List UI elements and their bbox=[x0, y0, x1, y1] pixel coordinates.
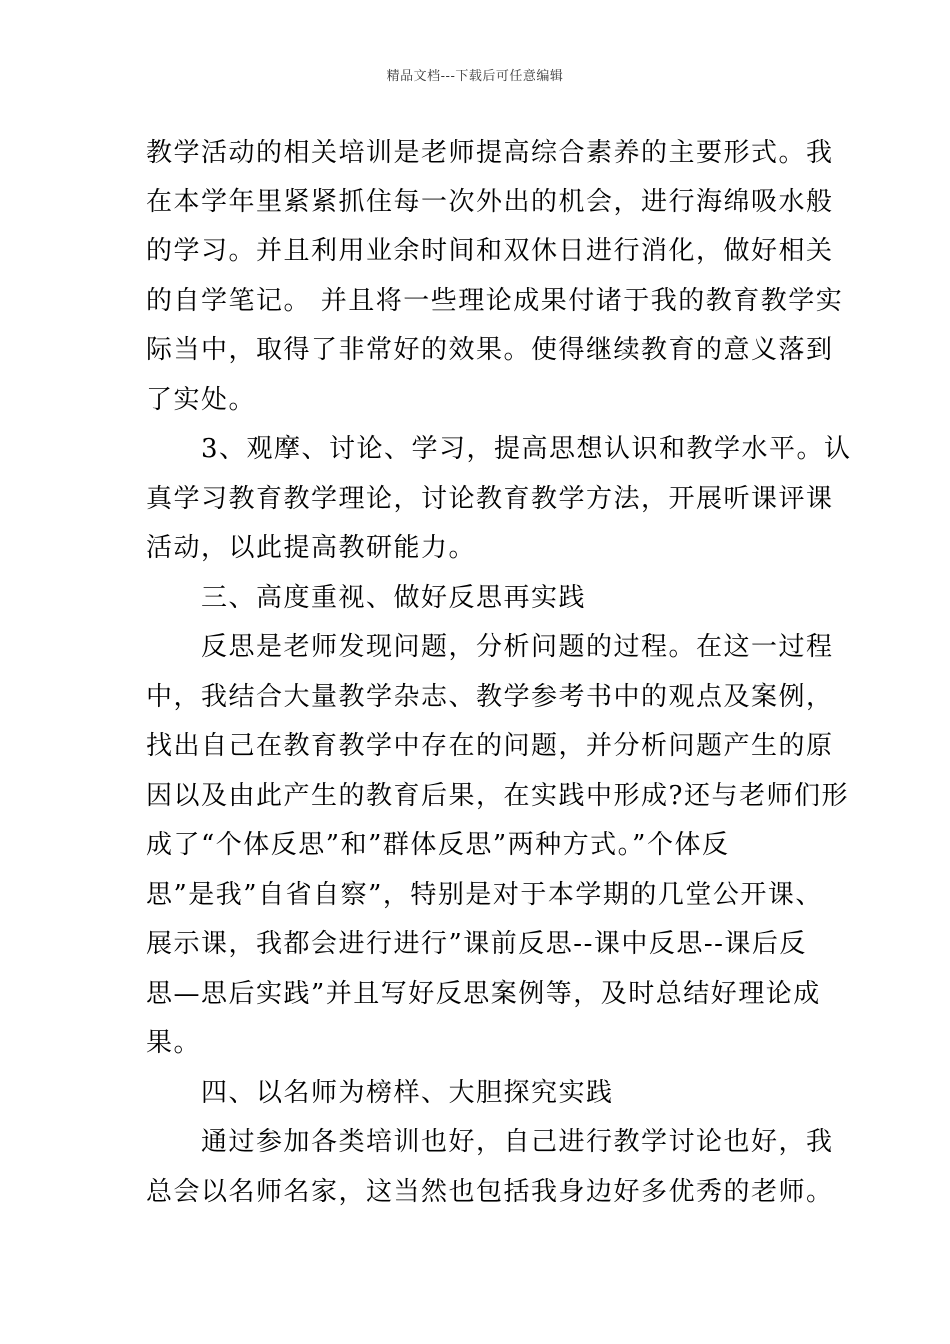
text-line: 的学习。并且利用业余时间和双休日进行消化，做好相关 bbox=[146, 236, 834, 266]
text-line: 思”是我”自省自察”，特别是对于本学期的几堂公开课、 bbox=[146, 880, 823, 910]
section-heading: 四、以名师为榜样、大胆探究实践 bbox=[146, 1078, 614, 1108]
text-line: 际当中，取得了非常好的效果。使得继续教育的意义落到 bbox=[146, 335, 834, 365]
text-line: 找出自己在教育教学中存在的问题，并分析问题产生的原 bbox=[146, 731, 834, 761]
text-line: 思—思后实践”并且写好反思案例等，及时总结好理论成 bbox=[146, 979, 821, 1009]
text-line: 果。 bbox=[146, 1028, 202, 1058]
text-line: 总会以名师名家，这当然也包括我身边好多优秀的老师。 bbox=[146, 1177, 834, 1207]
section-heading: 三、高度重视、做好反思再实践 bbox=[146, 583, 587, 613]
text-line: 通过参加各类培训也好，自己进行教学讨论也好，我 bbox=[146, 1127, 834, 1157]
text-line: 在本学年里紧紧抓住每一次外出的机会，进行海绵吸水般 bbox=[146, 187, 834, 217]
text-line: 的自学笔记。 并且将一些理论成果付诸于我的教育教学实 bbox=[146, 286, 844, 316]
text-line: 中，我结合大量教学杂志、教学参考书中的观点及案例， bbox=[146, 682, 834, 712]
text-line: 活动，以此提高教研能力。 bbox=[146, 533, 477, 563]
text-line: 了实处。 bbox=[146, 385, 257, 415]
text-line: 真学习教育教学理论，讨论教育教学方法，开展听课评课 bbox=[146, 484, 834, 514]
text-line: 成了“个体反思”和”群体反思”两种方式。”个体反 bbox=[146, 830, 730, 860]
text-line: 3、观摩、讨论、学习，提高思想认识和教学水平。认 bbox=[146, 434, 852, 464]
text-line: 反思是老师发现问题，分析问题的过程。在这一过程 bbox=[146, 632, 834, 662]
text-line: 教学活动的相关培训是老师提高综合素养的主要形式。我 bbox=[146, 138, 834, 168]
text-line: 展示课，我都会进行进行”课前反思--课中反思--课后反 bbox=[146, 929, 807, 959]
text-line: 因以及由此产生的教育后果，在实践中形成?还与老师们形 bbox=[146, 781, 849, 811]
page-header: 精品文档---下载后可任意编辑 bbox=[386, 69, 564, 84]
